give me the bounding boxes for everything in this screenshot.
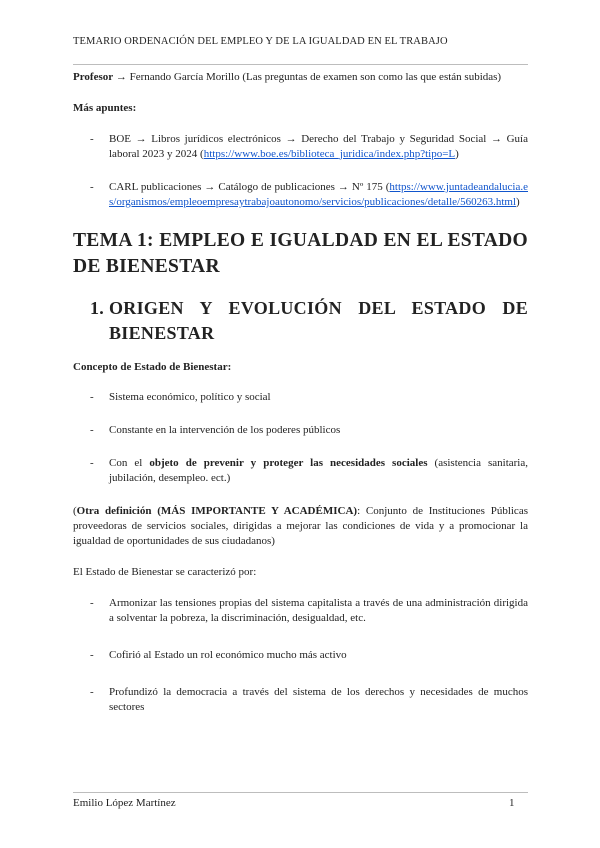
list-item: - BOE → Libros jurídicos electrónicos → Derecho del Trabajo y Seguridad Social → Guía laboral 2023 y 2024 (https://www.boe.es/biblioteca_juridica/index.php?tipo=L) — [90, 133, 528, 160]
list-item: - Sistema económico, político y social — [90, 391, 271, 403]
profesor-line — [73, 70, 528, 85]
dash-bullet: - — [90, 686, 94, 698]
section-title: ORIGEN Y EVOLUCIÓN DEL ESTADO DE BIENESTAR — [109, 298, 528, 343]
list-item: - Armonizar las tensiones propias del sistema capitalista a través de una administración dirigida a solventar la pobreza, la discriminación, desigualdad, etc. — [90, 597, 528, 624]
junta-andalucia-link[interactable]: https://www.juntadeandalucia.es/organismos/empleoempresaytrabajoautonomo/servicios/publicaciones/detalle/560263.html — [109, 181, 528, 208]
mas-apuntes-heading: Más apuntes: — [73, 102, 137, 114]
footer-divider — [73, 792, 528, 793]
list-item: - Constante en la intervención de los poderes públicos — [90, 424, 341, 436]
page-number: 1 — [509, 797, 515, 809]
page-header: TEMARIO ORDENACIÓN DEL EMPLEO Y DE LA IGUALDAD EN EL TRABAJO — [73, 36, 448, 47]
header-divider — [73, 64, 528, 65]
dash-bullet: - — [90, 424, 94, 436]
profesor-label: Profesor — [73, 71, 114, 83]
list-item: - Profundizó la democracia a través del sistema de los derechos y necesidades de muchos sectores — [90, 686, 528, 713]
document-body — [73, 70, 528, 733]
dash-bullet: - — [90, 181, 94, 193]
caracterizo-intro: El Estado de Bienestar se caracterizó por: — [73, 566, 257, 578]
dash-bullet: - — [90, 457, 94, 469]
dash-bullet: - — [90, 597, 94, 609]
list-item: - CARL publicaciones → Catálogo de publicaciones → Nº 175 (https://www.juntadeandalucia.es/organismos/empleoempresaytrabajoautonomo/servicios/publicaciones/detalle/560263.html) — [90, 181, 528, 208]
list-item: - Cofirió al Estado un rol económico mucho más activo — [90, 649, 347, 661]
dash-bullet: - — [90, 649, 94, 661]
otra-definicion: (Otra definición (MÁS IMPORTANTE Y ACADÉMICA): Conjunto de Instituciones Públicas proveedoras de servicios sociales, dirigidas a mejorar las condiciones de vida y a promocionar la igualdad de oportunidades de sus ciudadanos) — [73, 505, 528, 547]
boe-link[interactable]: https://www.boe.es/biblioteca_juridica/index.php?tipo=L — [203, 148, 456, 160]
dash-bullet: - — [90, 133, 94, 145]
section-number: 1. — [90, 298, 105, 318]
dash-bullet: - — [90, 391, 94, 403]
list-item: - Con el objeto de prevenir y proteger las necesidades sociales (asistencia sanitaria, jubilación, desempleo. ect.) — [90, 457, 528, 484]
profesor-text: → Fernando García Morillo (Las preguntas de examen son como las que están subidas) — [113, 71, 502, 83]
concepto-heading: Concepto de Estado de Bienestar: — [73, 361, 232, 373]
tema-title: TEMA 1: EMPLEO E IGUALDAD EN EL ESTADO DE BIENESTAR — [73, 230, 528, 277]
footer-author: Emilio López Martínez — [73, 797, 176, 809]
section-heading — [73, 296, 528, 346]
